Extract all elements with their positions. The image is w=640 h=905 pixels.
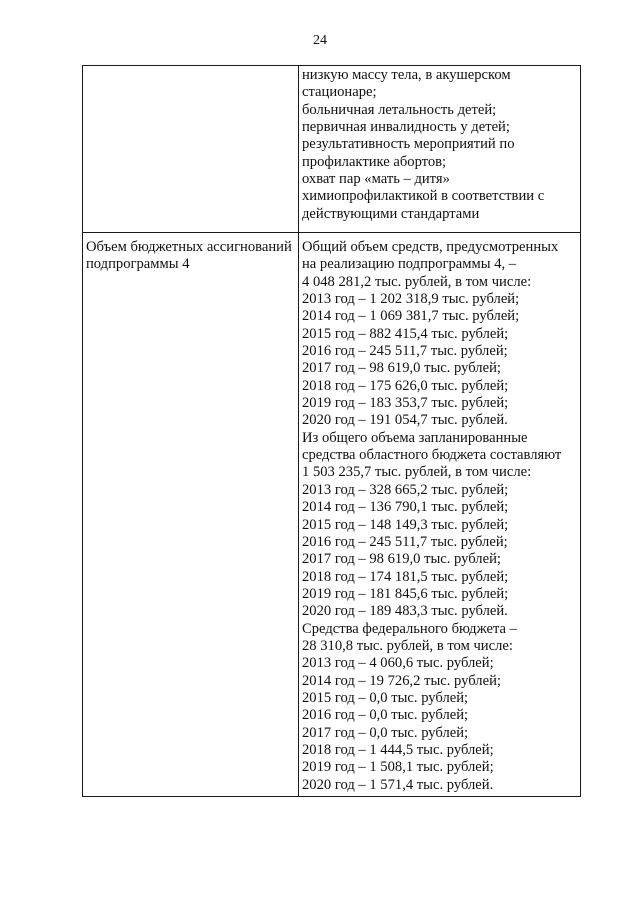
text-line: больничная летальность детей; — [302, 101, 497, 118]
text-line: первичная инвалидность у детей; — [302, 119, 510, 136]
text-line: стационаре; — [302, 84, 377, 101]
label-line: подпрограммы 4 — [86, 256, 190, 273]
text-line: 2016 год – 245 511,7 тыс. рублей; — [302, 533, 508, 550]
text-line: 2018 год – 1 444,5 тыс. рублей; — [302, 741, 494, 758]
text-line: 2016 год – 0,0 тыс. рублей; — [302, 707, 469, 724]
table-row-budget — [83, 233, 581, 797]
text-line: низкую массу тела, в акушерском — [302, 67, 511, 83]
text-line: 2019 год – 1 508,1 тыс. рублей; — [302, 759, 494, 776]
text-line: 2013 год – 328 665,2 тыс. рублей; — [302, 481, 509, 498]
program-passport-table — [82, 65, 581, 797]
text-line: 2020 год – 1 571,4 тыс. рублей. — [302, 776, 494, 793]
table-cell-budget-values — [299, 233, 581, 797]
table-cell-label-empty — [83, 66, 299, 233]
text-line: 2017 год – 98 619,0 тыс. рублей; — [302, 551, 501, 568]
text-line: 2019 год – 183 353,7 тыс. рублей; — [302, 395, 509, 412]
text-line: 2014 год – 1 069 381,7 тыс. рублей; — [302, 308, 520, 325]
text-line: Средства федерального бюджета – — [302, 620, 517, 637]
text-line: 2020 год – 189 483,3 тыс. рублей. — [302, 603, 508, 620]
text-line: 2015 год – 148 149,3 тыс. рублей; — [302, 516, 509, 533]
text-line: 2017 год – 98 619,0 тыс. рублей; — [302, 360, 501, 377]
text-line: профилактике абортов; — [302, 153, 447, 170]
text-line: 2016 год – 245 511,7 тыс. рублей; — [302, 343, 508, 360]
text-line: 2019 год – 181 845,6 тыс. рублей; — [302, 585, 509, 602]
text-line: 2013 год – 1 202 318,9 тыс. рублей; — [302, 291, 520, 308]
text-line: на реализацию подпрограммы 4, – — [302, 256, 517, 273]
text-line: охват пар «мать – дитя» — [302, 171, 450, 188]
table-row-indicators — [83, 66, 581, 233]
text-line: действующими стандартами — [302, 205, 480, 222]
text-line: 2013 год – 4 060,6 тыс. рублей; — [302, 655, 494, 672]
text-line: химиопрофилактикой в соответствии с — [302, 188, 545, 205]
text-line: 2018 год – 174 181,5 тыс. рублей; — [302, 568, 509, 585]
text-line: 2015 год – 0,0 тыс. рублей; — [302, 689, 469, 706]
text-line: 2017 год – 0,0 тыс. рублей; — [302, 724, 469, 741]
text-line: 2014 год – 19 726,2 тыс. рублей; — [302, 672, 501, 689]
label-line: Объем бюджетных ассигнований — [86, 239, 292, 255]
text-line: 28 310,8 тыс. рублей, в том числе: — [302, 637, 513, 654]
text-line: 2014 год – 136 790,1 тыс. рублей; — [302, 499, 509, 516]
text-line: результативность мероприятий по — [302, 136, 515, 153]
text-line: 2020 год – 191 054,7 тыс. рублей. — [302, 412, 508, 429]
text-line: 1 503 235,7 тыс. рублей, в том числе: — [302, 464, 532, 481]
text-line: средства областного бюджета составляют — [302, 447, 562, 464]
page-number: 24 — [313, 33, 327, 48]
text-line: 2015 год – 882 415,4 тыс. рублей; — [302, 325, 509, 342]
table-cell-indicators — [299, 66, 581, 233]
text-line: 2018 год – 175 626,0 тыс. рублей; — [302, 377, 509, 394]
text-line: Из общего объема запланированные — [302, 429, 528, 446]
table-cell-budget-label — [83, 233, 299, 797]
text-line: Общий объем средств, предусмотренных — [302, 239, 559, 255]
text-line: 4 048 281,2 тыс. рублей, в том числе: — [302, 273, 532, 290]
